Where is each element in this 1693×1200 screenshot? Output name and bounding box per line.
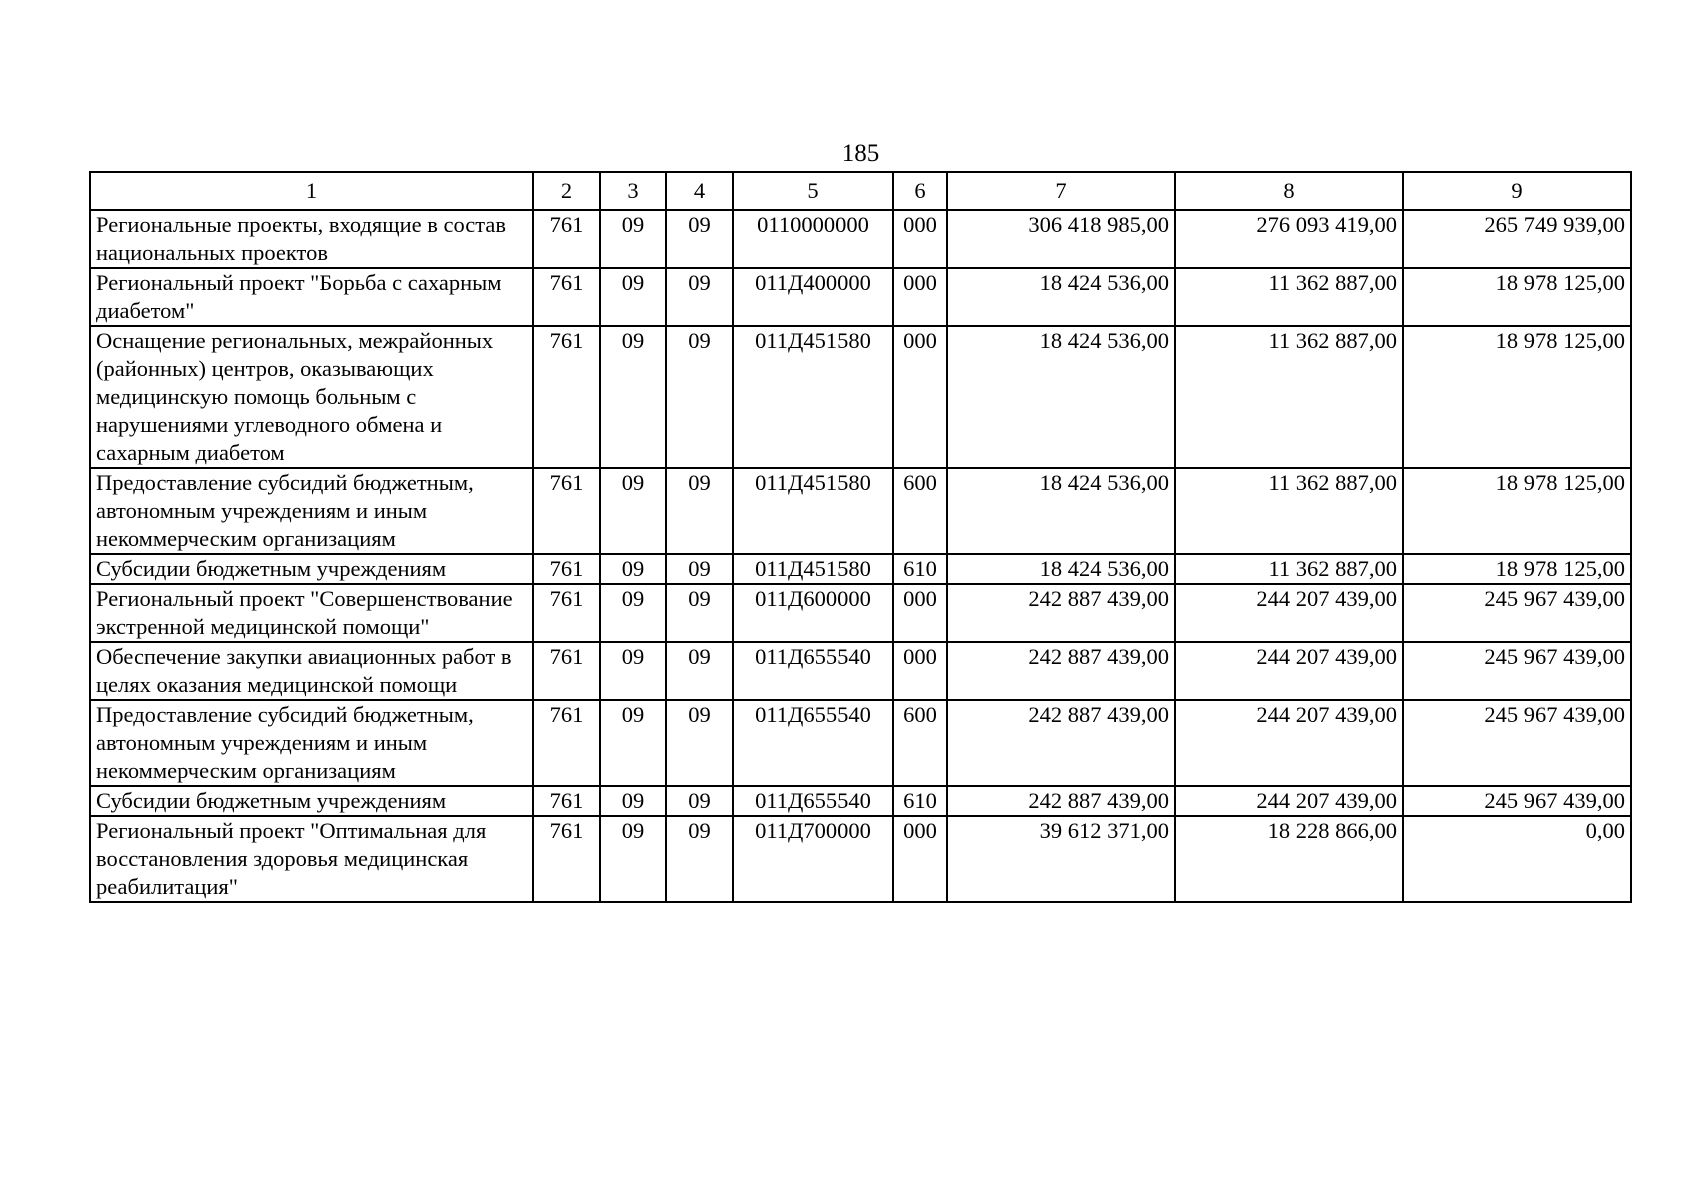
cell-col-2: 761 xyxy=(533,268,600,326)
cell-col-9: 18 978 125,00 xyxy=(1403,326,1631,468)
column-header: 1 xyxy=(90,172,533,210)
row-name: Региональный проект "Борьба с сахарным диабетом" xyxy=(90,268,533,326)
cell-col-9: 245 967 439,00 xyxy=(1403,700,1631,786)
cell-col-8: 11 362 887,00 xyxy=(1175,468,1403,554)
column-header: 6 xyxy=(893,172,947,210)
cell-col-4: 09 xyxy=(666,816,733,902)
cell-col-2: 761 xyxy=(533,642,600,700)
cell-col-6: 000 xyxy=(893,584,947,642)
cell-col-7: 306 418 985,00 xyxy=(947,210,1175,268)
table-row xyxy=(90,584,1631,642)
cell-col-9: 0,00 xyxy=(1403,816,1631,902)
cell-col-4: 09 xyxy=(666,268,733,326)
table-row xyxy=(90,554,1631,584)
cell-col-7: 18 424 536,00 xyxy=(947,326,1175,468)
cell-col-6: 000 xyxy=(893,326,947,468)
cell-col-4: 09 xyxy=(666,700,733,786)
cell-col-7: 242 887 439,00 xyxy=(947,642,1175,700)
cell-col-4: 09 xyxy=(666,210,733,268)
cell-col-6: 610 xyxy=(893,786,947,816)
cell-col-5: 011Д400000 xyxy=(733,268,893,326)
column-header: 3 xyxy=(600,172,666,210)
column-header: 2 xyxy=(533,172,600,210)
table-row xyxy=(90,786,1631,816)
cell-col-8: 276 093 419,00 xyxy=(1175,210,1403,268)
cell-col-4: 09 xyxy=(666,584,733,642)
cell-col-9: 245 967 439,00 xyxy=(1403,584,1631,642)
cell-col-4: 09 xyxy=(666,786,733,816)
cell-col-5: 011Д451580 xyxy=(733,326,893,468)
cell-col-4: 09 xyxy=(666,554,733,584)
column-header: 8 xyxy=(1175,172,1403,210)
column-header: 7 xyxy=(947,172,1175,210)
cell-col-6: 000 xyxy=(893,642,947,700)
row-name: Субсидии бюджетным учреждениям xyxy=(90,786,533,816)
table-row xyxy=(90,700,1631,786)
cell-col-3: 09 xyxy=(600,642,666,700)
cell-col-5: 011Д600000 xyxy=(733,584,893,642)
table-row xyxy=(90,210,1631,268)
page-number: 185 xyxy=(841,140,880,167)
cell-col-3: 09 xyxy=(600,268,666,326)
cell-col-5: 011Д451580 xyxy=(733,554,893,584)
cell-col-9: 265 749 939,00 xyxy=(1403,210,1631,268)
cell-col-9: 245 967 439,00 xyxy=(1403,642,1631,700)
cell-col-7: 39 612 371,00 xyxy=(947,816,1175,902)
cell-col-8: 244 207 439,00 xyxy=(1175,700,1403,786)
cell-col-6: 000 xyxy=(893,816,947,902)
cell-col-3: 09 xyxy=(600,816,666,902)
cell-col-4: 09 xyxy=(666,642,733,700)
cell-col-2: 761 xyxy=(533,786,600,816)
cell-col-3: 09 xyxy=(600,554,666,584)
cell-col-8: 244 207 439,00 xyxy=(1175,642,1403,700)
cell-col-5: 011Д655540 xyxy=(733,642,893,700)
row-name: Предоставление субсидий бюджетным, автономным учреждениям и иным некоммерческим организациям xyxy=(90,700,533,786)
cell-col-5: 011Д700000 xyxy=(733,816,893,902)
cell-col-8: 11 362 887,00 xyxy=(1175,554,1403,584)
cell-col-2: 761 xyxy=(533,554,600,584)
cell-col-2: 761 xyxy=(533,326,600,468)
cell-col-6: 000 xyxy=(893,268,947,326)
column-header: 9 xyxy=(1403,172,1631,210)
budget-table xyxy=(89,171,1632,903)
cell-col-2: 761 xyxy=(533,210,600,268)
row-name: Субсидии бюджетным учреждениям xyxy=(90,554,533,584)
table-row xyxy=(90,816,1631,902)
cell-col-2: 761 xyxy=(533,584,600,642)
cell-col-5: 0110000000 xyxy=(733,210,893,268)
cell-col-2: 761 xyxy=(533,816,600,902)
cell-col-5: 011Д655540 xyxy=(733,700,893,786)
row-name: Региональный проект "Совершенствование экстренной медицинской помощи" xyxy=(90,584,533,642)
cell-col-2: 761 xyxy=(533,700,600,786)
row-name: Региональные проекты, входящие в состав национальных проектов xyxy=(90,210,533,268)
cell-col-3: 09 xyxy=(600,584,666,642)
cell-col-6: 600 xyxy=(893,468,947,554)
cell-col-9: 18 978 125,00 xyxy=(1403,468,1631,554)
cell-col-4: 09 xyxy=(666,468,733,554)
cell-col-9: 18 978 125,00 xyxy=(1403,268,1631,326)
cell-col-6: 610 xyxy=(893,554,947,584)
cell-col-3: 09 xyxy=(600,210,666,268)
row-name: Обеспечение закупки авиационных работ в целях оказания медицинской помощи xyxy=(90,642,533,700)
cell-col-3: 09 xyxy=(600,326,666,468)
column-header: 5 xyxy=(733,172,893,210)
cell-col-5: 011Д655540 xyxy=(733,786,893,816)
cell-col-9: 18 978 125,00 xyxy=(1403,554,1631,584)
cell-col-8: 244 207 439,00 xyxy=(1175,786,1403,816)
cell-col-7: 18 424 536,00 xyxy=(947,554,1175,584)
row-name: Предоставление субсидий бюджетным, автономным учреждениям и иным некоммерческим организациям xyxy=(90,468,533,554)
table-row xyxy=(90,468,1631,554)
cell-col-8: 18 228 866,00 xyxy=(1175,816,1403,902)
cell-col-8: 11 362 887,00 xyxy=(1175,326,1403,468)
cell-col-3: 09 xyxy=(600,786,666,816)
cell-col-7: 242 887 439,00 xyxy=(947,700,1175,786)
cell-col-7: 242 887 439,00 xyxy=(947,786,1175,816)
row-name: Региональный проект "Оптимальная для восстановления здоровья медицинская реабилитация" xyxy=(90,816,533,902)
row-name: Оснащение региональных, межрайонных (районных) центров, оказывающих медицинскую помощь больным с нарушениями углеводного обмена и сахарным диабетом xyxy=(90,326,533,468)
cell-col-8: 11 362 887,00 xyxy=(1175,268,1403,326)
header-row xyxy=(90,172,1631,210)
cell-col-6: 000 xyxy=(893,210,947,268)
cell-col-7: 18 424 536,00 xyxy=(947,268,1175,326)
cell-col-8: 244 207 439,00 xyxy=(1175,584,1403,642)
cell-col-7: 242 887 439,00 xyxy=(947,584,1175,642)
cell-col-4: 09 xyxy=(666,326,733,468)
cell-col-3: 09 xyxy=(600,468,666,554)
table-row xyxy=(90,326,1631,468)
cell-col-7: 18 424 536,00 xyxy=(947,468,1175,554)
cell-col-6: 600 xyxy=(893,700,947,786)
cell-col-9: 245 967 439,00 xyxy=(1403,786,1631,816)
cell-col-3: 09 xyxy=(600,700,666,786)
cell-col-5: 011Д451580 xyxy=(733,468,893,554)
table-row xyxy=(90,268,1631,326)
column-header: 4 xyxy=(666,172,733,210)
cell-col-2: 761 xyxy=(533,468,600,554)
table-row xyxy=(90,642,1631,700)
